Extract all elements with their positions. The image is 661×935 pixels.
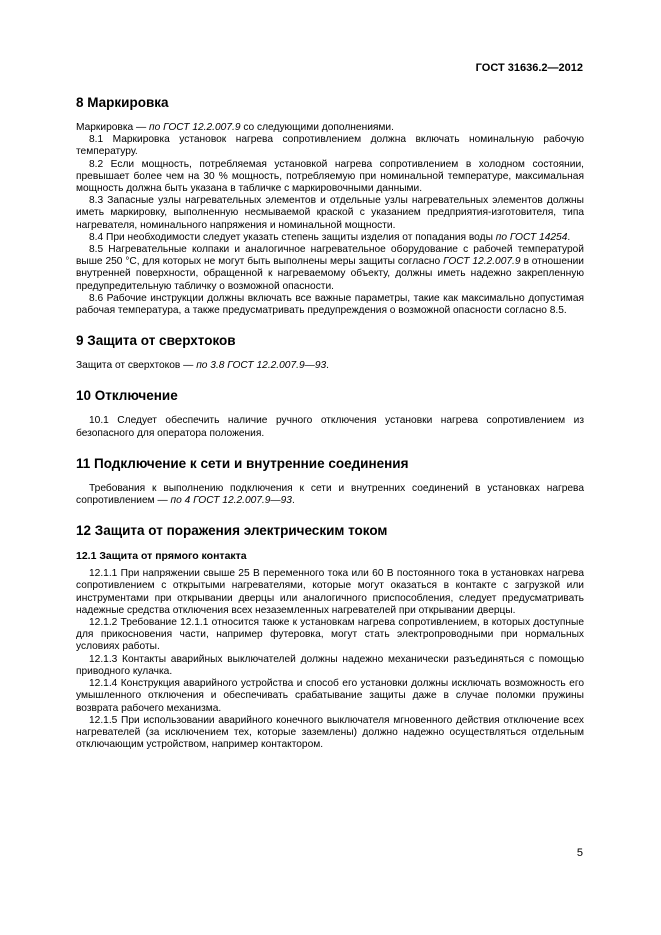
- ref-gost-4: по 4 ГОСТ 12.2.007.9—93: [170, 495, 292, 507]
- paragraph-12-1-5: 12.1.5 При использовании аварийного конечного выключателя мгновенного действия отключение всех нагревателей (за исключением тех, которые заземлены) должно надежно осуществляться отдельным отключающим устройством, например контактором.: [76, 714, 584, 751]
- paragraph-8-3: 8.3 Запасные узлы нагревательных элементов и отдельные узлы нагревательных элементов должны иметь маркировку, выполненную несмываемой краской с указанием предприятия-изготовителя, типа нагревателя, номинального напряжения и номинальной мощности.: [76, 195, 584, 231]
- ref-gost-3-8: по 3.8 ГОСТ 12.2.007.9—93: [196, 360, 327, 372]
- page-content: [76, 95, 584, 767]
- paragraph-8-4: 8.4 При необходимости следует указать степень защиты изделия от попадания воды по ГОСТ 14254.: [89, 231, 571, 243]
- section-11-text: Требования к выполнению подключения к сети и внутренних соединений в установках нагрева сопротивлением — по 4 ГОСТ 12.2.007.9—93.: [76, 482, 584, 507]
- paragraph-10-1: 10.1 Следует обеспечить наличие ручного отключения установки нагрева сопротивлением из безопасного для оператора положения.: [76, 415, 584, 439]
- section-11: [76, 456, 584, 507]
- section-8-intro: Маркировка — по ГОСТ 12.2.007.9 со следующими дополнениями.: [76, 122, 394, 133]
- section-8-title: 8 Маркировка: [76, 95, 169, 110]
- paragraph-8-1: 8.1 Маркировка установок нагрева сопротивлением должна включать номинальную рабочую температуру.: [76, 134, 584, 158]
- section-8: [76, 95, 584, 317]
- section-12-title: 12 Защита от поражения электрическим током: [76, 523, 388, 539]
- section-9: [76, 333, 584, 372]
- section-9-text: Защита от сверхтоков — по 3.8 ГОСТ 12.2.007.9—93.: [76, 360, 329, 372]
- subsection-12-1-title: 12.1 Защита от прямого контакта: [76, 550, 247, 563]
- paragraph-12-1-1: 12.1.1 При напряжении свыше 25 В переменного тока или 60 В постоянного тока в установках нагрева сопротивлением с открытыми нагревателями, которые могут оказаться в контакте с загрузкой или инструментами при открывании дверцы или аналогичного приспособления, следует предусматривать надежные средства отключения всех незаземленных нагревателей при открывании дверцы.: [76, 568, 584, 616]
- page-number: 5: [576, 847, 583, 859]
- paragraph-8-2: 8.2 Если мощность, потребляемая установкой нагрева сопротивлением в холодном состоянии, превышает более чем на 30 % мощность, потребляемую при номинальной температуре, максимальная мощность должна быть указана в табличке с маркировочными данными.: [76, 158, 584, 195]
- ref-gost-12-2-007-9: ГОСТ 12.2.007.9: [443, 256, 521, 268]
- section-10-title: 10 Отключение: [76, 388, 178, 404]
- paragraph-8-6: 8.6 Рабочие инструкции должны включать все важные параметры, такие как максимально допустимая рабочая температура, а также предусматривать предупреждения о возможной опасности согласно 8.5.: [76, 292, 584, 317]
- doc-code-header: ГОСТ 31636.2—2012: [475, 62, 583, 74]
- section-12: [76, 523, 584, 751]
- section-10: [76, 388, 584, 439]
- paragraph-8-5: 8.5 Нагревательные колпаки и аналогичное нагревательное оборудование с рабочей температурой выше 250 °С, для которых не могут быть выполнены меры защиты согласно ГОСТ 12.2.007.9 в отношении внутренней поверхности, обращенной к нагреваемому объекту, должны иметь надежно закрепленную предупредительную табличку о возможной опасности.: [76, 244, 584, 292]
- paragraph-12-1-2: 12.1.2 Требование 12.1.1 относится также к установкам нагрева сопротивлением, в которых доступные для прикосновения части, например футеровка, могут стать электропроводными при нормальных условиях работы.: [76, 617, 584, 653]
- section-9-title: 9 Защита от сверхтоков: [76, 333, 236, 349]
- ref-gost-12-2-007-9: по ГОСТ 12.2.007.9: [149, 122, 241, 133]
- section-11-title: 11 Подключение к сети и внутренние соединения: [76, 455, 409, 471]
- paragraph-12-1-4: 12.1.4 Конструкция аварийного устройства и способ его установки должны исключать возможность его умышленного отключения и обеспечивать срабатывание защиты даже в случае поломки пружины возврата рабочего механизма.: [76, 678, 584, 714]
- ref-gost-14254: по ГОСТ 14254: [495, 231, 568, 243]
- paragraph-12-1-3: 12.1.3 Контакты аварийных выключателей должны надежно механически разъединяться с помощью приводного кулачка.: [76, 653, 584, 677]
